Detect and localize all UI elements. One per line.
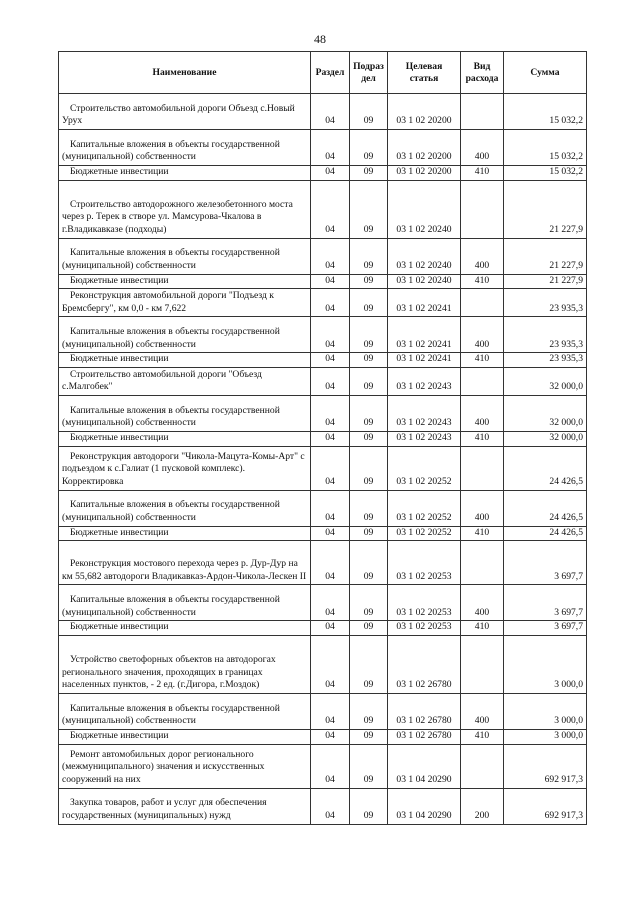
row-subsection-cell: 09	[350, 635, 388, 693]
row-expense-type-cell: 200	[461, 788, 504, 824]
row-section-cell: 04	[311, 289, 350, 317]
row-expense-type-cell	[461, 635, 504, 693]
row-sum-cell: 3 000,0	[504, 693, 587, 729]
row-expense-type-cell: 410	[461, 353, 504, 368]
row-target-article-cell: 03 1 02 26780	[388, 693, 461, 729]
row-subsection-cell: 09	[350, 541, 388, 585]
header-name: Наименование	[59, 52, 311, 94]
row-name-cell: Бюджетные инвестиции	[59, 729, 311, 744]
table-row	[59, 526, 587, 541]
row-sum-cell: 24 426,5	[504, 446, 587, 490]
table-row	[59, 446, 587, 490]
table-row	[59, 729, 587, 744]
row-expense-type-cell: 410	[461, 621, 504, 636]
budget-table	[58, 51, 587, 825]
row-target-article-cell: 03 1 02 20253	[388, 585, 461, 621]
table-row	[59, 130, 587, 166]
row-expense-type-cell: 400	[461, 317, 504, 353]
row-target-article-cell: 03 1 02 20243	[388, 395, 461, 431]
row-sum-cell: 15 032,2	[504, 130, 587, 166]
row-sum-cell: 24 426,5	[504, 490, 587, 526]
row-target-article-cell: 03 1 02 20253	[388, 541, 461, 585]
table-row	[59, 490, 587, 526]
row-expense-type-cell	[461, 446, 504, 490]
row-target-article-cell: 03 1 02 20241	[388, 353, 461, 368]
row-section-cell: 04	[311, 166, 350, 181]
row-target-article-cell: 03 1 04 20290	[388, 788, 461, 824]
row-name-cell: Капитальные вложения в объекты государственной (муниципальной) собственности	[59, 395, 311, 431]
row-target-article-cell: 03 1 02 20240	[388, 238, 461, 274]
table-row	[59, 274, 587, 289]
row-name-cell: Капитальные вложения в объекты государственной (муниципальной) собственности	[59, 693, 311, 729]
row-expense-type-cell: 400	[461, 395, 504, 431]
row-target-article-cell: 03 1 02 20243	[388, 367, 461, 395]
row-subsection-cell: 09	[350, 431, 388, 446]
row-sum-cell: 32 000,0	[504, 431, 587, 446]
row-sum-cell: 3 697,7	[504, 621, 587, 636]
row-subsection-cell: 09	[350, 317, 388, 353]
row-name-cell: Строительство автомобильной дороги "Объезд с.Малгобек"	[59, 367, 311, 395]
table-row	[59, 317, 587, 353]
row-section-cell: 04	[311, 585, 350, 621]
row-sum-cell: 692 917,3	[504, 788, 587, 824]
row-target-article-cell: 03 1 02 20240	[388, 180, 461, 238]
row-subsection-cell: 09	[350, 274, 388, 289]
row-subsection-cell: 09	[350, 490, 388, 526]
table-row	[59, 585, 587, 621]
row-sum-cell: 23 935,3	[504, 289, 587, 317]
row-section-cell: 04	[311, 130, 350, 166]
row-section-cell: 04	[311, 431, 350, 446]
row-subsection-cell: 09	[350, 526, 388, 541]
row-expense-type-cell	[461, 180, 504, 238]
row-name-cell: Реконструкция автомобильной дороги "Подъезд к Бремсбергу", км 0,0 - км 7,622	[59, 289, 311, 317]
table-row	[59, 395, 587, 431]
row-sum-cell: 32 000,0	[504, 367, 587, 395]
row-target-article-cell: 03 1 02 20252	[388, 526, 461, 541]
row-name-cell: Ремонт автомобильных дорог регионального (межмуниципального) значения и искусственных сооружений на них	[59, 744, 311, 788]
row-expense-type-cell	[461, 367, 504, 395]
row-section-cell: 04	[311, 446, 350, 490]
table-header-row	[59, 52, 587, 94]
table-row	[59, 353, 587, 368]
table-row	[59, 180, 587, 238]
row-sum-cell: 15 032,2	[504, 94, 587, 130]
table-row	[59, 621, 587, 636]
row-section-cell: 04	[311, 541, 350, 585]
table-row	[59, 431, 587, 446]
row-sum-cell: 692 917,3	[504, 744, 587, 788]
row-name-cell: Бюджетные инвестиции	[59, 621, 311, 636]
row-subsection-cell: 09	[350, 289, 388, 317]
header-sum: Сумма	[504, 52, 587, 94]
row-name-cell: Бюджетные инвестиции	[59, 166, 311, 181]
row-name-cell: Бюджетные инвестиции	[59, 431, 311, 446]
row-subsection-cell: 09	[350, 744, 388, 788]
table-row	[59, 635, 587, 693]
row-subsection-cell: 09	[350, 353, 388, 368]
table-row	[59, 238, 587, 274]
header-expense-type: Вид расхода	[461, 52, 504, 94]
row-target-article-cell: 03 1 02 26780	[388, 729, 461, 744]
row-expense-type-cell: 410	[461, 729, 504, 744]
row-expense-type-cell: 400	[461, 693, 504, 729]
row-expense-type-cell: 400	[461, 130, 504, 166]
header-subsection: Подраз дел	[350, 52, 388, 94]
row-name-cell: Капитальные вложения в объекты государственной (муниципальной) собственности	[59, 130, 311, 166]
row-sum-cell: 15 032,2	[504, 166, 587, 181]
row-expense-type-cell	[461, 289, 504, 317]
table-row	[59, 367, 587, 395]
row-target-article-cell: 03 1 02 20252	[388, 446, 461, 490]
row-expense-type-cell	[461, 541, 504, 585]
row-expense-type-cell: 400	[461, 490, 504, 526]
row-expense-type-cell: 410	[461, 526, 504, 541]
row-target-article-cell: 03 1 02 20200	[388, 94, 461, 130]
row-section-cell: 04	[311, 180, 350, 238]
row-sum-cell: 21 227,9	[504, 274, 587, 289]
row-sum-cell: 23 935,3	[504, 317, 587, 353]
row-sum-cell: 32 000,0	[504, 395, 587, 431]
row-section-cell: 04	[311, 693, 350, 729]
row-name-cell: Устройство светофорных объектов на автодорогах регионального значения, проходящих в границах населенных пунктов, - 2 ед. (г.Дигора, г.Моздок)	[59, 635, 311, 693]
row-target-article-cell: 03 1 02 20200	[388, 130, 461, 166]
header-section: Раздел	[311, 52, 350, 94]
row-subsection-cell: 09	[350, 130, 388, 166]
row-section-cell: 04	[311, 367, 350, 395]
row-section-cell: 04	[311, 729, 350, 744]
row-expense-type-cell: 410	[461, 274, 504, 289]
row-target-article-cell: 03 1 02 26780	[388, 635, 461, 693]
row-name-cell: Бюджетные инвестиции	[59, 353, 311, 368]
row-name-cell: Реконструкция автодороги "Чикола-Мацута-Комы-Арт" с подъездом к с.Галиат (1 пусковой комплекс). Корректировка	[59, 446, 311, 490]
row-name-cell: Закупка товаров, работ и услуг для обеспечения государственных (муниципальных) нужд	[59, 788, 311, 824]
row-section-cell: 04	[311, 744, 350, 788]
row-name-cell: Бюджетные инвестиции	[59, 274, 311, 289]
row-name-cell: Бюджетные инвестиции	[59, 526, 311, 541]
row-subsection-cell: 09	[350, 367, 388, 395]
table-row	[59, 744, 587, 788]
table-row	[59, 166, 587, 181]
row-expense-type-cell	[461, 94, 504, 130]
row-section-cell: 04	[311, 317, 350, 353]
row-subsection-cell: 09	[350, 585, 388, 621]
row-section-cell: 04	[311, 353, 350, 368]
row-target-article-cell: 03 1 02 20253	[388, 621, 461, 636]
row-subsection-cell: 09	[350, 395, 388, 431]
row-expense-type-cell: 410	[461, 166, 504, 181]
row-subsection-cell: 09	[350, 621, 388, 636]
row-target-article-cell: 03 1 04 20290	[388, 744, 461, 788]
row-name-cell: Капитальные вложения в объекты государственной (муниципальной) собственности	[59, 585, 311, 621]
row-target-article-cell: 03 1 02 20240	[388, 274, 461, 289]
row-sum-cell: 3 000,0	[504, 635, 587, 693]
row-name-cell: Строительство автомобильной дороги Объезд с.Новый Урух	[59, 94, 311, 130]
row-name-cell: Капитальные вложения в объекты государственной (муниципальной) собственности	[59, 490, 311, 526]
row-section-cell: 04	[311, 94, 350, 130]
row-target-article-cell: 03 1 02 20252	[388, 490, 461, 526]
row-section-cell: 04	[311, 788, 350, 824]
row-expense-type-cell	[461, 744, 504, 788]
row-name-cell: Капитальные вложения в объекты государственной (муниципальной) собственности	[59, 317, 311, 353]
row-sum-cell: 3 697,7	[504, 585, 587, 621]
row-sum-cell: 23 935,3	[504, 353, 587, 368]
row-expense-type-cell: 400	[461, 238, 504, 274]
row-target-article-cell: 03 1 02 20243	[388, 431, 461, 446]
row-subsection-cell: 09	[350, 446, 388, 490]
row-section-cell: 04	[311, 490, 350, 526]
row-subsection-cell: 09	[350, 166, 388, 181]
table-row	[59, 788, 587, 824]
table-row	[59, 693, 587, 729]
row-section-cell: 04	[311, 395, 350, 431]
table-body	[59, 94, 587, 825]
row-name-cell: Капитальные вложения в объекты государственной (муниципальной) собственности	[59, 238, 311, 274]
table-row	[59, 94, 587, 130]
row-target-article-cell: 03 1 02 20241	[388, 317, 461, 353]
row-target-article-cell: 03 1 02 20241	[388, 289, 461, 317]
row-subsection-cell: 09	[350, 729, 388, 744]
row-section-cell: 04	[311, 621, 350, 636]
row-name-cell: Строительство автодорожного железобетонного моста через р. Терек в створе ул. Мамсурова-Чкалова в г.Владикавказе (подходы)	[59, 180, 311, 238]
header-target-article: Целевая статья	[388, 52, 461, 94]
row-subsection-cell: 09	[350, 180, 388, 238]
row-section-cell: 04	[311, 274, 350, 289]
row-section-cell: 04	[311, 526, 350, 541]
row-section-cell: 04	[311, 635, 350, 693]
page-number: 48	[314, 32, 326, 46]
row-sum-cell: 21 227,9	[504, 238, 587, 274]
table-row	[59, 289, 587, 317]
row-subsection-cell: 09	[350, 788, 388, 824]
row-sum-cell: 3 000,0	[504, 729, 587, 744]
row-section-cell: 04	[311, 238, 350, 274]
row-subsection-cell: 09	[350, 693, 388, 729]
row-sum-cell: 24 426,5	[504, 526, 587, 541]
row-expense-type-cell: 400	[461, 585, 504, 621]
row-sum-cell: 3 697,7	[504, 541, 587, 585]
row-subsection-cell: 09	[350, 238, 388, 274]
row-name-cell: Реконструкция мостового перехода через р. Дур-Дур на км 55,682 автодороги Владикавказ-Ардон-Чикола-Лескен II	[59, 541, 311, 585]
row-target-article-cell: 03 1 02 20200	[388, 166, 461, 181]
row-sum-cell: 21 227,9	[504, 180, 587, 238]
table-row	[59, 541, 587, 585]
row-subsection-cell: 09	[350, 94, 388, 130]
row-expense-type-cell: 410	[461, 431, 504, 446]
